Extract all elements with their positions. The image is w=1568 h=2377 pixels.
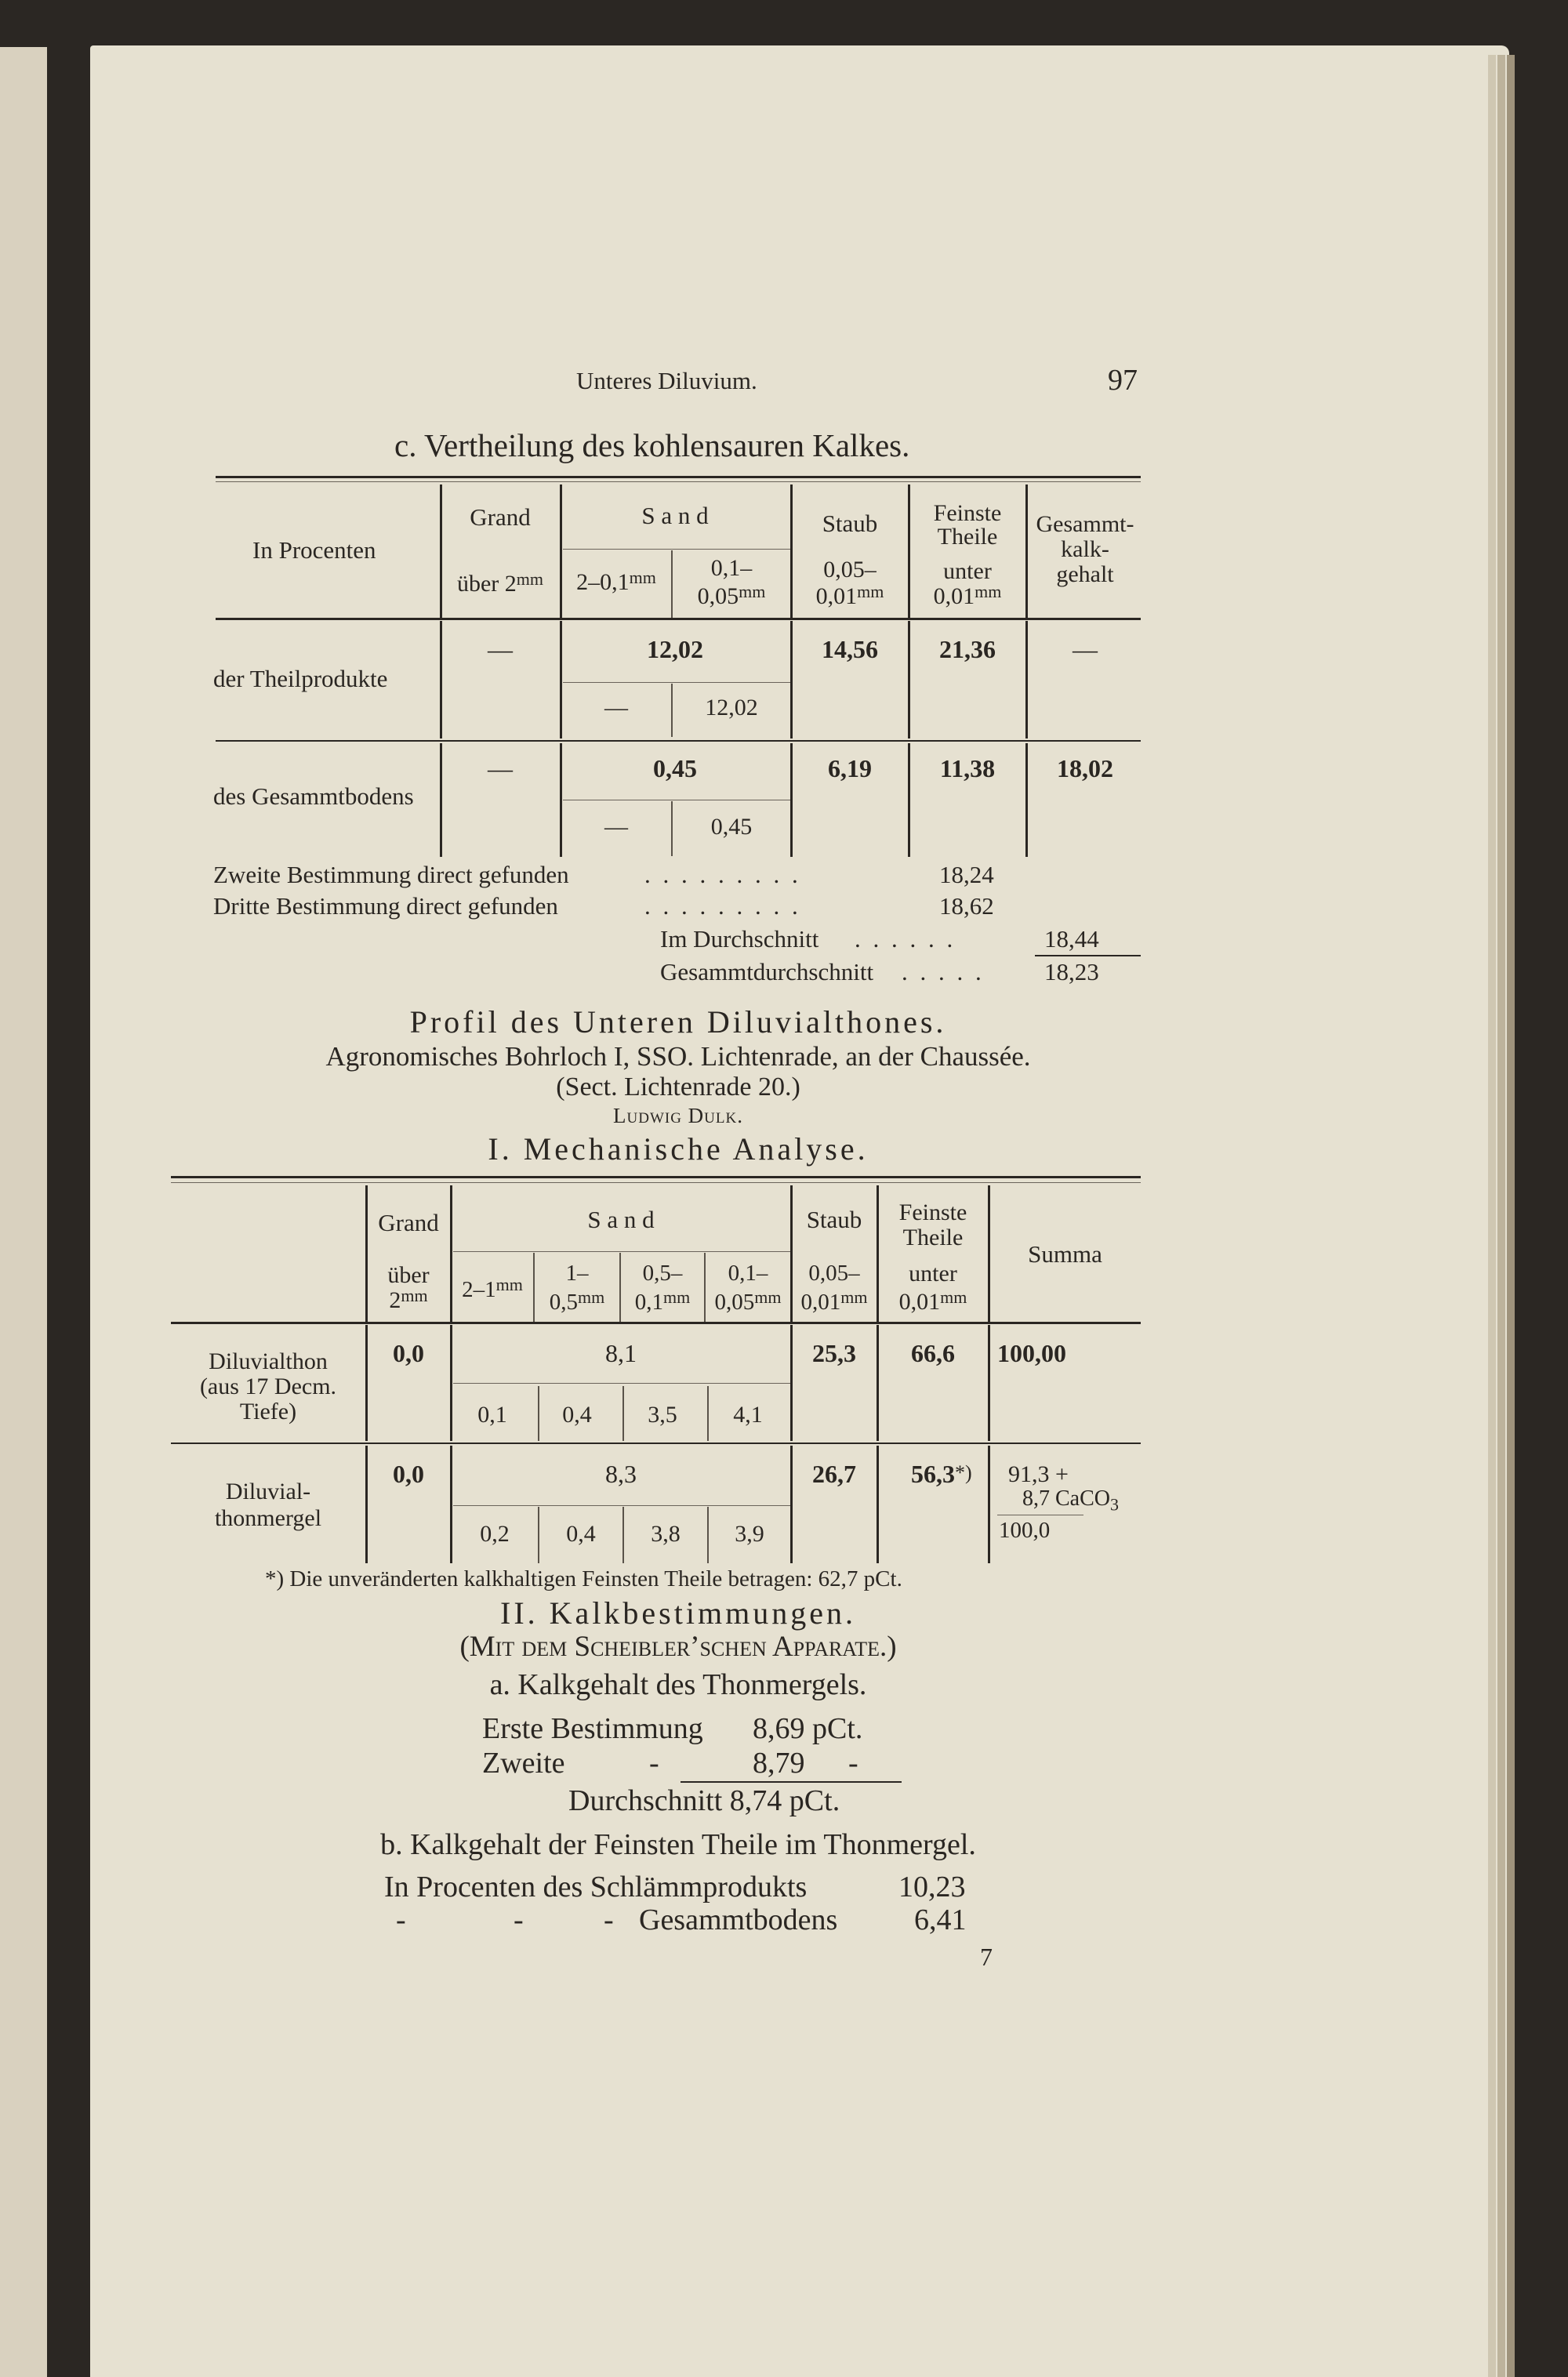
mech-heading: I. Mechanische Analyse. [488,1131,869,1167]
staub-sub2: $0,01^{mm}$ [815,582,884,609]
kalk-heading: II. Kalkbestimmungen. [500,1595,856,1631]
zweite: Zweite [482,1747,565,1780]
section-c-heading: c. Vertheilung des kohlensauren Kalkes. [394,427,910,463]
erste-value: 8,69 pCt. [753,1712,863,1745]
grand-sub-b: $2^{mm}$ [389,1286,428,1313]
cell-sand-total: 12,02 [647,635,703,663]
rule [877,1446,879,1563]
row-label-c: Tiefe) [239,1399,297,1424]
dots: . . . . . . . . . [644,892,801,920]
zweite-value: 8,79 [753,1747,805,1780]
staub-sub: 0,05– [823,557,877,582]
page-number: 97 [1108,364,1138,397]
ditto: - [649,1747,659,1780]
sand-01-a: 0,1– [728,1261,768,1286]
cell-feinste: 66,6 [911,1339,955,1367]
feinste-a: Feinste [898,1199,967,1225]
cell-gesammt: — [1073,635,1098,663]
cell-gesammt: 18,02 [1057,754,1113,782]
staub-b: $0,01^{mm}$ [800,1287,868,1315]
profil-title: Profil des Unteren Diluvialthones. [409,1004,947,1040]
staub-header: Staub [806,1206,862,1233]
grand-sub-a: über [387,1262,430,1288]
cell-sand-total: 8,3 [605,1460,637,1488]
rule [988,1325,990,1441]
zweite-bestimmung: Zweite Bestimmung direct gefunden [213,861,569,888]
running-head: Unteres Diluvium. [576,367,757,394]
cell-grand: 0,0 [393,1339,424,1367]
rule [216,476,1141,478]
left-page-edge [0,47,47,2377]
cell-sand: 3,9 [735,1521,764,1547]
gesammt-b: kalk- [1061,536,1109,562]
gesammt-value: 6,41 [914,1903,967,1936]
ditto: - [848,1747,858,1780]
sand-01-b: $0,05^{mm}$ [714,1287,782,1315]
rule [216,618,1141,620]
rule [171,1322,1141,1324]
row-label-b: (aus 17 Decm. [199,1374,337,1399]
ditto: - [514,1903,524,1936]
cell-sand-sub1: — [604,695,628,720]
dots: . . . . . . . . . [644,861,801,888]
sand-1-b: $0,5^{mm}$ [549,1287,605,1315]
durchschnitt-value: 18,44 [1044,925,1099,953]
rule [216,740,1141,742]
row-label-a: Diluvial- [225,1479,311,1504]
proc-value: 10,23 [898,1871,966,1903]
cell-summa: 100,00 [997,1339,1066,1367]
dritte-value: 18,62 [939,892,994,920]
proc: In Procenten des Schlämmprodukts [384,1871,808,1903]
sand-05-b: $0,1^{mm}$ [634,1287,691,1315]
ditto: - [604,1903,614,1936]
profil-sect: (Sect. Lichtenrade 20.) [556,1072,800,1101]
cell-sand-total: 8,1 [605,1339,637,1367]
cell-feinste: 56,3*) [911,1460,972,1488]
rule [453,1383,790,1384]
row-label: der Theilprodukte [213,665,388,692]
rule [453,1505,790,1506]
page-edge [1488,55,1496,2377]
cell-grand: 0,0 [393,1460,424,1488]
dritte-bestimmung: Dritte Bestimmung direct gefunden [213,892,558,920]
cell-grand: — [488,754,513,782]
kalk-sub: (Mit dem Scheibler’schen Apparate.) [459,1631,897,1663]
cell-feinste: 21,36 [939,635,996,663]
grand-header: Grand [378,1209,439,1236]
rule [681,1781,902,1783]
sand-header: S a n d [587,1206,655,1233]
sand-2-1: $2-1^{mm}$ [462,1275,523,1302]
row-label: des Gesammtbodens [213,782,414,810]
cell-sand-sub2: 0,45 [710,814,753,840]
rule [563,682,790,683]
kalk-b-heading: b. Kalkgehalt der Feinsten Theile im Thonmergel. [380,1828,976,1861]
durchschnitt: Im Durchschnitt [660,925,819,953]
durchschnitt: Durchschnitt 8,74 pCt. [568,1784,840,1817]
page-edge [1497,55,1505,2377]
feinste-c: unter [909,1261,957,1286]
staub-header: Staub [822,510,878,537]
cell-sand: 0,4 [566,1521,596,1547]
erste: Erste Bestimmung [482,1712,703,1745]
rule [1035,955,1141,956]
rule [453,1251,790,1252]
cell-sand: 0,4 [562,1402,592,1428]
sand-sub2-b: $0,05^{mm}$ [697,582,766,609]
summa-header: Summa [1028,1240,1102,1268]
gesammt-c: gehalt [1056,561,1114,587]
rule [563,549,790,550]
cell-sand-sub1: — [604,814,628,840]
rule [171,1182,1141,1183]
rule [171,1443,1141,1444]
dots: . . . . . [902,958,985,985]
feinste-b: Theile [937,524,998,550]
cell-staub: 26,7 [812,1460,856,1488]
page-edge [1507,55,1515,2377]
cell-grand: — [488,635,513,663]
feinste-d: $0,01^{mm}$ [933,582,1002,609]
grand-header: Grand [470,503,531,531]
feinste-b: Theile [902,1225,964,1250]
ditto: - [396,1903,406,1936]
feinste-c: unter [943,558,992,584]
gesammt-a: Gesammt- [1036,511,1134,537]
cell-sand: 0,2 [480,1521,510,1547]
feinste-a: Feinste [933,500,1002,526]
cell-sand-total: 0,45 [653,754,697,782]
cell-sand: 3,5 [648,1402,677,1428]
footnote-marker: *) [955,1461,972,1484]
cell-staub: 25,3 [812,1339,856,1367]
rule [216,481,1141,482]
cell-sand-sub2: 12,02 [705,695,758,720]
cell-sand: 3,8 [651,1521,681,1547]
col-label: In Procenten [252,536,376,564]
sand-header: S a n d [641,502,709,529]
zweite-value: 18,24 [939,861,994,888]
feinste-d: $0,01^{mm}$ [898,1287,967,1315]
sand-sub2-a: 0,1– [710,555,753,581]
cell-summa-a: 91,3 + [1008,1461,1069,1487]
row-label-a: Diluvialthon [209,1348,328,1374]
sand-sub1: $2-0,1^{mm}$ [576,568,656,595]
cell-summa-b: 8,7 CaCO$_3$ [1022,1486,1119,1515]
profil-subtitle: Agronomisches Bohrloch I, SSO. Lichtenrade, an der Chaussée. [325,1041,1031,1072]
sand-05-a: 0,5– [642,1261,683,1286]
row-label-b: thonmergel [214,1505,322,1531]
cell-summa-c: 100,0 [999,1518,1051,1543]
kalk-a-heading: a. Kalkgehalt des Thonmergels. [489,1668,867,1701]
rule [171,1176,1141,1178]
cell-staub: 14,56 [822,635,878,663]
signature-mark: 7 [980,1943,993,1971]
staub-a: 0,05– [808,1261,860,1286]
grand-sub: über $2^{mm}$ [456,569,544,597]
cell-sand: 4,1 [733,1402,763,1428]
background [1516,55,1568,2377]
rule [988,1446,990,1563]
gesammt: Gesammtbodens [639,1903,838,1936]
cell-sand: 0,1 [477,1402,507,1428]
profil-author: Ludwig Dulk. [613,1104,743,1127]
dots: . . . . . . [855,925,956,953]
cell-feinste: 11,38 [939,754,996,782]
gesammtdurchschnitt-value: 18,23 [1044,958,1099,985]
cell-staub: 6,19 [828,754,872,782]
sand-1-a: 1– [565,1261,589,1286]
gesammtdurchschnitt: Gesammtdurchschnitt [660,958,874,985]
footnote: *) Die unveränderten kalkhaltigen Feinsten Theile betragen: 62,7 pCt. [265,1566,902,1591]
